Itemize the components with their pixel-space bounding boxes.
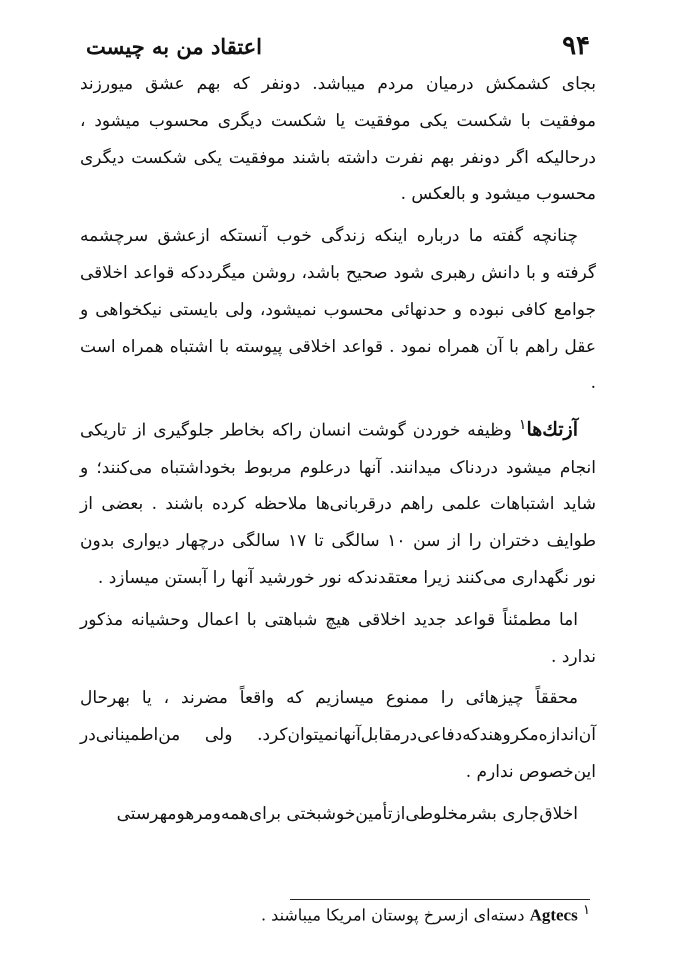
footnote-divider — [290, 899, 590, 900]
paragraph-1: بجای کشمکش درمیان مردم میباشد. دونفر که بهم عشق میورزند موفقیت با شکست یکی موفقیت یا شکست دیگری محسوب میشود ، درحالیکه اگر دونفر بهم نفرت داشته باشند موفقیت یکی شکست دیگری محسوب میشود و بالعکس . — [80, 74, 596, 205]
paragraph-6: اخلاق‌جاری بشرمخلوطی‌ازتأمین‌خوشبختی برای‌همه‌و‌مرهو‌مهرستی — [116, 803, 578, 824]
footnote-marker: ۱ — [582, 903, 590, 918]
footnote — [170, 903, 590, 925]
footnote-reference: ۱ — [518, 417, 527, 434]
footnote-term: Agtecs — [529, 905, 578, 925]
page-number: ۹۴ — [562, 31, 590, 61]
paragraph-3 — [80, 407, 596, 597]
paragraph-2: چنانچه گفته ما درباره اینکه زندگی خوب آنستکه ازعشق سرچشمه گرفته و با دانش رهبری شود صحیح باشد، روشن میگرددکه قواعد اخلاقی جوامع کافی نبوده و حدنهائی محسوب نمیشود، ولی بایستی نیکخواهی و عقل راهم با آن همراه نمود . قواعد اخلاقی پیوسته با اشتباه همراه است . — [80, 226, 596, 394]
body-text — [80, 66, 596, 838]
footnote-text: دسته‌ای ازسرخ پوستان امریکا میباشند . — [261, 905, 525, 925]
aztecs-term: آزتك‌ها — [526, 418, 579, 441]
page-header — [86, 26, 590, 66]
running-title: اعتقاد من به چیست — [86, 33, 263, 59]
paragraph-3-text: وظیفه خوردن گوشت انسان راکه بخاطر جلوگیری از تاریکی انجام میشود دردناک میدانند. آنها درعلوم مربوط بخوداشتباه می‌کنند؛ و شاید اشتباهات علمی راهم درقربانی‌ها ملاحظه کرده باشند . بعضی از طوایف دختران را از سن ۱۰ سالگی تا ۱۷ سالگی درچهار دیواری بدون نور نگهداری می‌کنند زیرا معتقدندکه نور خورشید آنها را آبستن میسازد . — [80, 420, 596, 589]
paragraph-5: محققاً چیزهائی را ممنوع میسازیم که واقعاً مضرند ، یا بهرحال آن‌اندازه‌مکروهندکه‌دفاعی‌درمقابل‌آنها‌نمیتوان‌کرد. ولی من‌اطمینانی‌در این‌خصوص ندارم . — [80, 688, 596, 782]
paragraph-4: اما مطمئناً قواعد جدید اخلاقی هیچ شباهتی با اعمال وحشیانه مذکور ندارد . — [80, 609, 596, 667]
